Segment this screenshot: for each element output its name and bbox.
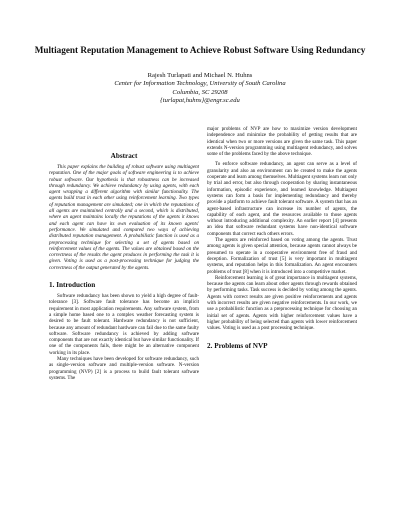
author-affiliation: Center for Information Technology, University of South Carolina (114, 80, 286, 88)
right-column (207, 126, 357, 354)
introduction-heading: 1. Introduction (49, 281, 96, 290)
body-paragraph: major problems of NVP are how to maximize version development independence and minimize the probability of getting results that are identical when two or more versions are given the same task. This paper extends N-version programming using multiagent redundancy, and solves some of the problems faced by the above technique. (207, 126, 357, 158)
abstract-section (49, 152, 199, 271)
body-paragraph: Reinforcement learning is of great importance in multiagent systems, because the agents can learn about other agents through rewards obtained by performing tasks. Task success is decided by voting among the agents. Agents with correct results are given positive reinforcements and agents with incorrect results are given negative reinforcements. In our work, we use a probabilistic function as a preprocessing technique for choosing an initial set of agents. Agents with higher reinforcement values have a higher probability of being selected than agents with lower reinforcement values. Voting is used as a post processing technique. (207, 274, 357, 332)
paper-title: Multiagent Reputation Management to Achieve Robust Software Using Redundancy (34, 45, 366, 55)
body-paragraph: To enforce software redundancy, an agent can serve as a level of granularity and also an environment can be created to make the agents cooperate and learn among themselves. Multiagent systems learn not only by trial and error, but also through cooperation by sharing instantaneous information, episodic experience, and learned knowledge. Multiagent systems can form a basis for implementing redundancy and thereby provide a platform to achieve fault tolerant software. A system that has an agent-based infrastructure can increase its number of agents, the capability of each agent, and the resources available to those agents without introducing additional complexity. An earlier report [4] presents an idea that software redundant systems have non-identical software components that correct each others errors. (207, 161, 357, 237)
introduction-paragraph: Software redundancy has been shown to yield a high degree of fault-tolerance [3]. Software fault tolerance has become an implicit requirement in most application requirements. Any software system, from a simple home based one to a complex weather forecasting system is desired to be fault tolerant. Hardware redundancy is not sufficient, because any amount of redundant hardware can fail due to the same faulty software. Software redundancy is achieved by adding software components that are not exactly identical but have similar functionality. If one of the components fails, there might be an alternative component working in its place. (49, 293, 199, 356)
section-heading-problems-of-nvp: 2. Problems of NVP (207, 341, 268, 350)
author-block (30, 72, 370, 106)
introduction-section (49, 281, 199, 381)
left-column (49, 152, 199, 381)
abstract-heading: Abstract (110, 152, 138, 160)
author-email: {turlapat,huhns}@engr.sc.edu (160, 97, 240, 105)
author-location: Columbia, SC 29208 (172, 88, 228, 96)
author-names: Rajesh Turlapati and Michael N. Huhns (147, 72, 253, 79)
introduction-paragraph: Many techniques have been developed for software redundancy, such as single-version software and multiple-version software. N-version programming (NVP) [2] is a process to build fault tolerant software systems. The (49, 356, 199, 381)
abstract-text: This paper explains the building of robust software using multiagent reputation. One of the major goals of software engineering is to achieve robust software. Our hypothesis is that robustness can be increased through redundancy. We achieve redundancy by using agents, with each agent wrapping a different algorithm with similar functionality. The agents build trust in each other using reinforcement learning. Two types of reputation management are simulated; one in which the reputations of all agents are maintained centrally and a second, which is distributed, where an agent maintains locally the reputations of the agents it knows and each agent can have its own evaluation of its known agents' performance. We simulated and compared two ways of achieving distributed reputation management. A probabilistic function is used as a preprocessing technique for selecting a set of agents based on reinforcement values of the agents. The values are obtained based on the correctness of the results the agent produces in performing the task it is given. Voting is used as a post-processing technique for judging the correctness of the output generated by the agents. (49, 164, 199, 271)
body-paragraph: The agents are reinforced based on voting among the agents. Trust among agents is given special attention, because agents cannot always be presumed to operate in a cooperative environment free of fraud and deception. Formalization of trust [5] is very important in multiagent systems, and reputation helps in this formalization. An agent encounters problems of trust [8] when it is introduced into a competitive market. (207, 237, 357, 275)
